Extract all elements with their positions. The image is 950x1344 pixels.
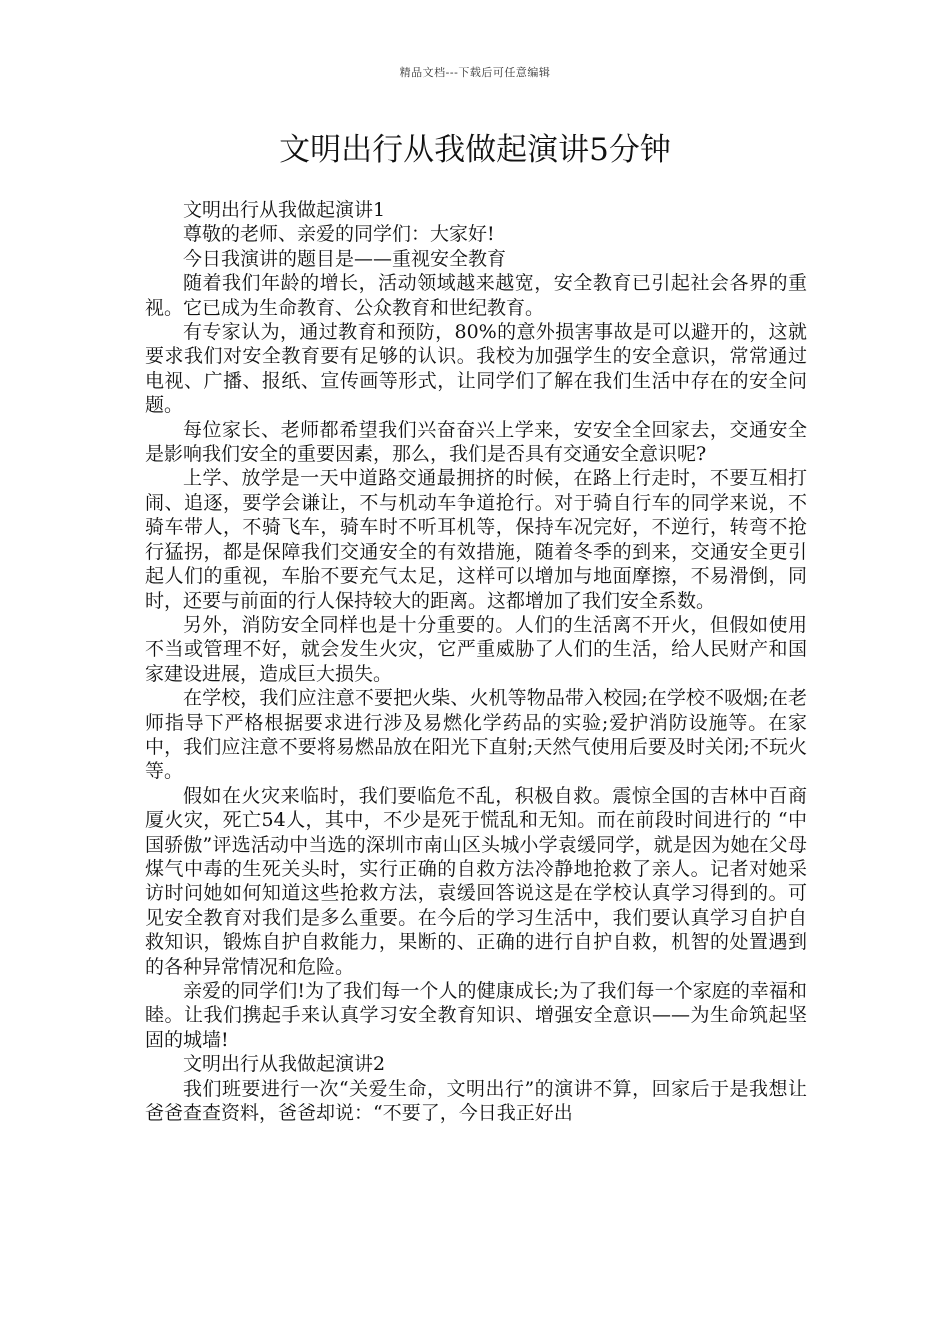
paragraph: 我们班要进行一次“关爱生命，文明出行”的演讲不算，回家后于是我想让爸爸查查资料，爸爸却说：“不要了，今日我正好出 <box>145 1077 807 1125</box>
document-body <box>145 198 807 1125</box>
paragraph: 每位家长、老师都希望我们兴奋奋兴上学来，安安全全回家去，交通安全是影响我们安全的重要因素，那么，我们是否具有交通安全意识呢? <box>145 418 807 466</box>
section-heading-2: 文明出行从我做起演讲2 <box>183 1053 386 1076</box>
salutation: 尊敬的老师、亲爱的同学们：大家好! <box>183 223 495 246</box>
document-title: 文明出行从我做起演讲5分钟 <box>279 132 671 168</box>
paragraph: 假如在火灾来临时，我们要临危不乱，积极自救。震惊全国的吉林中百商厦火灾，死亡54人，其中，不少是死于慌乱和无知。而在前段时间进行的 “中国骄傲”评选活动中当选的深圳市南山区头城小学袁缓同学，就是因为她在父母煤气中毒的生死关头时，实行正确的自救方法冷静地抢救了亲人。记者对她采访时问她如何知道这些抢救方法，袁缓回答说这是在学校认真学习得到的。可见安全教育对我们是多么重要。在今后的学习生活中，我们要认真学习自护自救知识，锻炼自护自救能力，果断的、正确的进行自护自救，机智的处置遇到的各种异常情况和危险。 <box>145 784 807 978</box>
paragraph: 随着我们年龄的增长，活动领域越来越宽，安全教育已引起社会各界的重视。它已成为生命教育、公众教育和世纪教育。 <box>145 272 807 319</box>
paragraph: 在学校，我们应注意不要把火柴、火机等物品带入校园;在学校不吸烟;在老师指导下严格根据要求进行涉及易燃化学药品的实验;爱护消防设施等。在家中，我们应注意不要将易燃品放在阳光下直射;天然气使用后要及时关闭;不玩火等。 <box>145 687 807 783</box>
paragraph: 另外，消防安全同样也是十分重要的。人们的生活离不开火，但假如使用不当或管理不好，就会发生火灾，它严重威胁了人们的生活，给人民财产和国家建设进展，造成巨大损失。 <box>145 613 807 685</box>
paragraph: 亲爱的同学们!为了我们每一个人的健康成长;为了我们每一个家庭的幸福和睦。让我们携起手来认真学习安全教育知识、增强安全意识——为生命筑起坚固的城墙! <box>145 980 807 1051</box>
header-note: 精品文档---下载后可任意编辑 <box>399 66 551 79</box>
section-heading-1: 文明出行从我做起演讲1 <box>183 199 386 221</box>
speech-topic: 今日我演讲的题目是——重视安全教育 <box>183 247 507 270</box>
paragraph: 上学、放学是一天中道路交通最拥挤的时候，在路上行走时，不要互相打闹、追逐，要学会谦让，不与机动车争道抢行。对于骑自行车的同学来说，不骑车带人，不骑飞车，骑车时不听耳机等，保持车况完好，不逆行，转弯不抢行猛拐，都是保障我们交通安全的有效措施，随着冬季的到来，交通安全更引起人们的重视，车胎不要充气太足，这样可以增加与地面摩擦，不易滑倒，同时，还要与前面的行人保持较大的距离。这都增加了我们安全系数。 <box>145 467 807 612</box>
paragraph: 有专家认为，通过教育和预防，80%的意外损害事故是可以避开的，这就要求我们对安全教育要有足够的认识。我校为加强学生的安全意识，常常通过电视、广播、报纸、宣传画等形式，让同学们了解在我们生活中存在的安全问题。 <box>145 321 807 417</box>
